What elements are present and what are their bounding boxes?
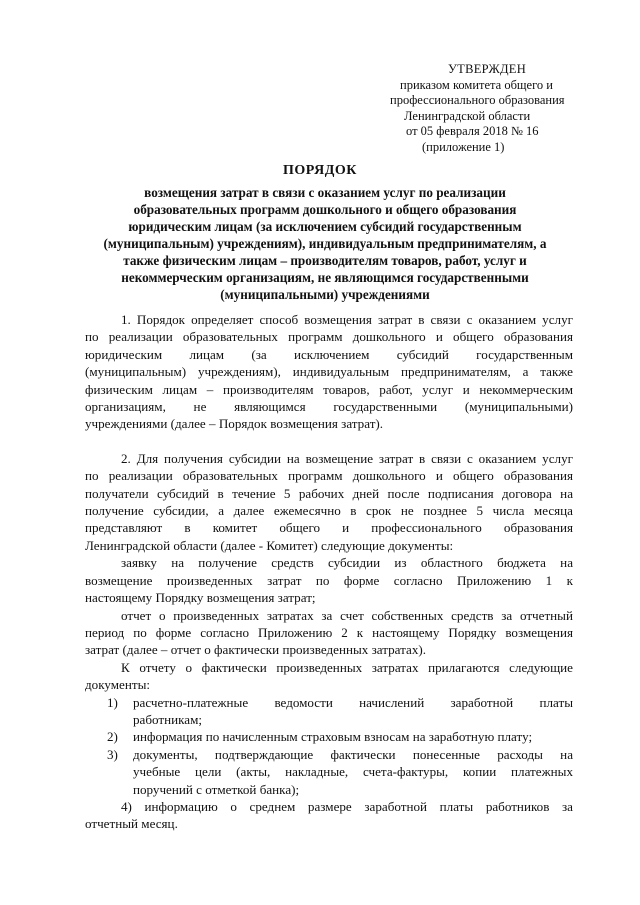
paragraph-4 bbox=[85, 607, 573, 659]
approval-line: (приложение 1) bbox=[422, 139, 505, 154]
approval-line: Ленинградской области bbox=[404, 108, 531, 123]
approval-line: от 05 февраля 2018 № 16 bbox=[406, 124, 539, 138]
paragraph-3 bbox=[85, 554, 573, 606]
approval-line: профессионального образования bbox=[390, 93, 565, 107]
subtitle-line: (муниципальными) учреждениями bbox=[220, 287, 430, 302]
subtitle-line: возмещения затрат в связи с оказанием услуг по реализации bbox=[144, 185, 506, 200]
text-line: затрат (далее – отчет о фактически произведенных затратах). bbox=[85, 642, 426, 658]
subtitle-line: (муниципальным) учреждениям), индивидуальным предпринимателям, а bbox=[103, 236, 547, 251]
text-line: организациям, не являющимся государственными (муниципальными) bbox=[85, 399, 573, 415]
subtitle-line: некоммерческим организациям, не являющимся государственными bbox=[121, 270, 529, 285]
text-line: 4) информацию о среднем размере заработной платы работников за bbox=[121, 798, 573, 814]
text-line: получение субсидии, а далее ежемесячно в срок не позднее 5 числа месяца bbox=[85, 503, 573, 519]
subtitle-line: образовательных программ дошкольного и общего образования bbox=[133, 202, 517, 217]
paragraph-6 bbox=[85, 798, 573, 833]
paragraph-2 bbox=[85, 450, 573, 554]
approval-stamp bbox=[390, 62, 610, 155]
approval-line: приказом комитета общего и bbox=[400, 77, 553, 92]
list-item bbox=[85, 746, 573, 798]
paragraph-5 bbox=[85, 659, 573, 694]
text-line: информация по начисленным страховым взносам на заработную плату; bbox=[133, 729, 533, 745]
document-body bbox=[85, 311, 573, 833]
text-line: отчетный месяц. bbox=[85, 816, 178, 832]
text-line: по реализации образовательных программ дошкольного и общего образования bbox=[85, 329, 573, 345]
document-title: ПОРЯДОК bbox=[283, 163, 357, 178]
subtitle-line: юридическим лицам (за исключением субсидий государственным bbox=[128, 219, 522, 234]
text-line: период по форме согласно Приложению 2 к настоящему Порядку возмещения bbox=[85, 624, 573, 640]
text-line: 2. Для получения субсидии на возмещение затрат в связи с оказанием услуг bbox=[121, 450, 573, 466]
list-item bbox=[85, 694, 573, 729]
list-item-number: 3) bbox=[107, 746, 118, 762]
text-line: учреждениями (далее – Порядок возмещения затрат). bbox=[85, 416, 384, 432]
approval-line: УТВЕРЖДЕН bbox=[448, 62, 527, 76]
paragraph-1 bbox=[85, 311, 573, 433]
text-line: расчетно-платежные ведомости начислений заработной платы bbox=[133, 694, 573, 710]
subtitle-line: также физическим лицам – производителям товаров, работ, услуг и bbox=[123, 253, 527, 268]
text-line: юридическим лицам (за исключением субсидий государственным bbox=[85, 346, 573, 362]
text-line: представляют в комитет общего и профессионального образования bbox=[85, 520, 573, 536]
list-item-number: 2) bbox=[107, 729, 118, 745]
text-line: отчет о произведенных затратах за счет собственных средств за отчетный bbox=[121, 607, 573, 623]
text-line: (муниципальным) учреждениям), индивидуальным предпринимателям, а также bbox=[85, 364, 573, 380]
text-line: документы, подтверждающие фактически понесенные расходы на bbox=[133, 746, 573, 762]
text-line: работникам; bbox=[133, 711, 203, 727]
text-line: документы: bbox=[85, 677, 151, 693]
list-item bbox=[85, 728, 573, 745]
document-subtitle bbox=[80, 184, 570, 303]
text-line: Ленинградской области (далее - Комитет) следующие документы: bbox=[85, 537, 454, 553]
text-line: К отчету о фактически произведенных затратах прилагаются следующие bbox=[121, 659, 573, 675]
text-line: учебные цели (акты, накладные, счета-фактуры, копии платежных bbox=[133, 764, 573, 780]
text-line: настоящему Порядку возмещения затрат; bbox=[85, 590, 316, 606]
text-line: получатели субсидий в течение 5 рабочих дней после подписания договора на bbox=[85, 485, 573, 501]
text-line: заявку на получение средств субсидии из областного бюджета на bbox=[121, 555, 573, 571]
text-line: по реализации образовательных программ дошкольного и общего образования bbox=[85, 468, 573, 484]
text-line: поручений с отметкой банка); bbox=[133, 781, 300, 797]
paragraph-gap bbox=[85, 433, 573, 450]
text-line: 1. Порядок определяет способ возмещения затрат в связи с оказанием услуг bbox=[121, 312, 573, 327]
text-line: физическим лицам – производителям товаров, работ, услуг и некоммерческим bbox=[85, 381, 573, 397]
list-item-number: 1) bbox=[107, 694, 118, 710]
text-line: возмещение произведенных затрат по форме согласно Приложению 1 к bbox=[85, 572, 573, 588]
